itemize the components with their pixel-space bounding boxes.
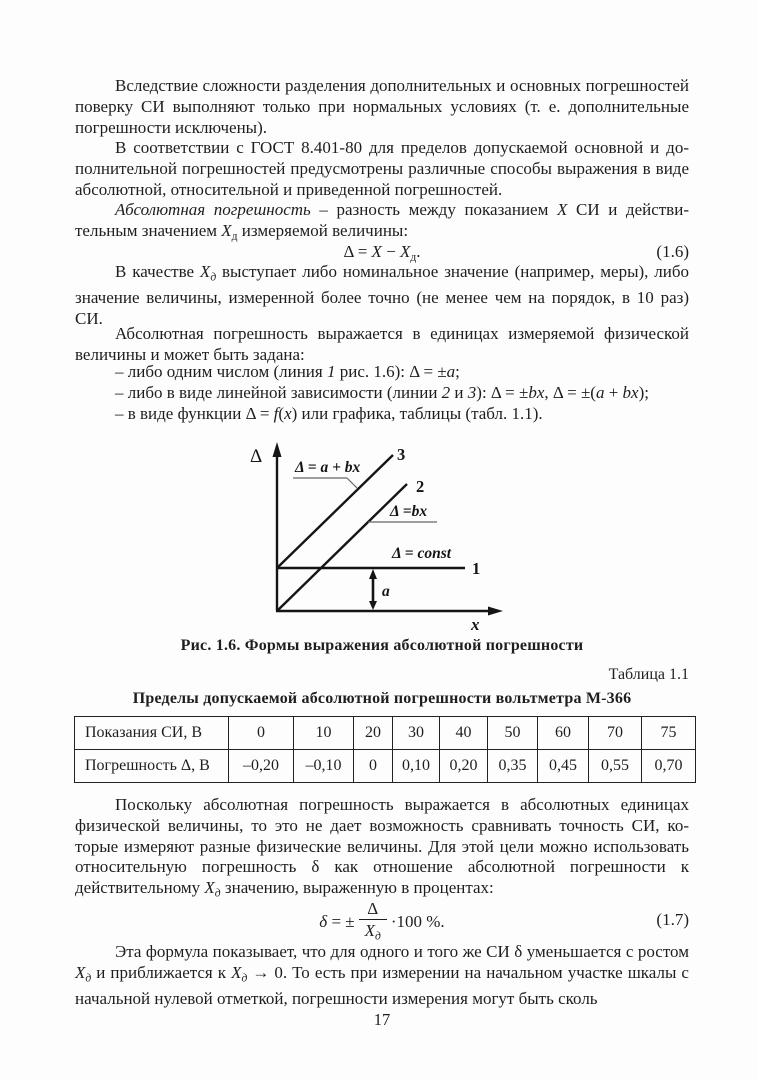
bullet-list <box>75 362 689 424</box>
paragraph-conclusion: Эта формула показывает, что для одного и того же СИ δ уменьшается с ростом $X_д$ и приближается к $X_д \to 0$. То есть при измерении на начальном участке шкалы с начальной нулевой отметкой, погрешности измерения могут быть сколь <box>75 942 689 1009</box>
table-cell: 50 <box>488 717 538 750</box>
table-row-errors <box>75 750 696 783</box>
figure-1-6 <box>240 438 520 638</box>
table-cell: 30 <box>393 717 440 750</box>
a-arrow-up-icon <box>369 569 377 579</box>
bullet-function-form: – в виде функции Δ = f(x) или графика, таблицы (табл. 1.1). <box>115 403 543 423</box>
a-arrow-down-icon <box>369 601 377 610</box>
a-distance-label: a <box>382 583 390 600</box>
table-label: Таблица 1.1 <box>608 666 689 683</box>
eq-line3-label: Δ = a + bx <box>295 459 361 476</box>
table-cell: 60 <box>538 717 589 750</box>
formula-1-7-lhs: δ = ± <box>319 911 355 931</box>
x-axis-arrow-icon <box>488 607 503 616</box>
table-cell: 75 <box>642 717 696 750</box>
table-cell: 20 <box>354 717 393 750</box>
table-cell: 70 <box>589 717 642 750</box>
formula-1-7-number: (1.7) <box>656 910 689 929</box>
fraction-denominator: $X_д$ <box>359 919 387 945</box>
line3-number: 3 <box>397 445 406 464</box>
bullet-single-number: – либо одним числом (линия 1 рис. 1.6): Δ = ±a; <box>115 362 460 381</box>
table-cell: –0,20 <box>229 750 294 783</box>
table-cell: 0,20 <box>440 750 488 783</box>
table-cell: 40 <box>440 717 488 750</box>
y-axis-label: Δ <box>250 446 263 467</box>
eq3-pointer <box>347 478 357 488</box>
row-header-errors: Погрешность Δ, В <box>75 750 229 783</box>
eq-line2-label: Δ =bx <box>390 503 428 520</box>
paragraph-nominal-value: В качестве $X_д$ выступает либо номинальное значение (например, меры), либо значение величины, измеренной более точно (не менее чем на порядок, в 10 раз) СИ. <box>75 262 690 329</box>
formula-1-6-body: $\Delta = X - X_д$. <box>343 242 421 264</box>
table-cell: 0,55 <box>589 750 642 783</box>
bullet-linear-relation: – либо в виде линейной зависимости (линии 2 и 3): Δ = ±bx, Δ = ±(a + bx); <box>115 382 649 402</box>
formula-1-6-number: (1.6) <box>656 242 689 261</box>
line1-number: 1 <box>472 559 481 578</box>
error-forms-plot <box>240 438 520 638</box>
paragraph-intro: Вследствие сложности разделения дополнительных и основных погрешностей поверку СИ выполняют только при нормальных условиях (т. е. дополнительные погрешности исключены). <box>75 76 689 137</box>
paragraph-absolute-error: Абсолютная погрешность – разность между показанием X СИ и действительным значением $X_д$ измеряемой величины: <box>75 200 689 243</box>
formula-1-7-body <box>75 896 689 948</box>
row-header-readings: Показания СИ, В <box>75 717 229 750</box>
page-number: 17 <box>373 1010 391 1029</box>
formula-1-7 <box>75 896 689 948</box>
y-axis-arrow-icon <box>273 442 282 457</box>
voltmeter-error-table <box>74 716 696 783</box>
eq-line1-label: Δ = const <box>392 545 452 562</box>
table-cell: 0,35 <box>488 750 538 783</box>
paragraph-units: Абсолютная погрешность выражается в единицах измеряемой физической величины и может быть задана: <box>75 324 689 364</box>
table-title: Пределы допускаемой абсолютной погрешности вольтметра М-366 <box>132 690 632 707</box>
fraction-numerator: Δ <box>367 898 379 918</box>
x-axis-label: x <box>471 615 480 634</box>
table-cell: 0,45 <box>538 750 589 783</box>
table-cell: 0,10 <box>393 750 440 783</box>
formula-1-7-rhs: ·100 %. <box>390 911 445 931</box>
paragraph-relative-error: Поскольку абсолютная погрешность выражается в абсолютных единицах физической величины, то это не дает возможность сравнивать точность СИ, которые измеряют разные физические величины. Для этой цели можно использовать относительную погрешность δ как отношение абсолютной погрешности к действительному $X_д$ значению, выраженную в процентах: <box>75 795 689 900</box>
line2-number: 2 <box>416 477 425 496</box>
table-cell: –0,10 <box>294 750 354 783</box>
table-row-readings <box>75 717 696 750</box>
table-cell: 10 <box>294 717 354 750</box>
figure-caption: Рис. 1.6. Формы выражения абсолютной погрешности <box>180 637 584 654</box>
fraction <box>359 899 387 945</box>
table-cell: 0 <box>354 750 393 783</box>
table-cell: 0,70 <box>642 750 696 783</box>
paragraph-gost: В соответствии с ГОСТ 8.401-80 для пределов допускаемой основной и дополнительной погрешностей предусмотрены различные способы выражения в виде абсолютной, относительной и приведенной погрешностей. <box>75 138 689 199</box>
table-cell: 0 <box>229 717 294 750</box>
